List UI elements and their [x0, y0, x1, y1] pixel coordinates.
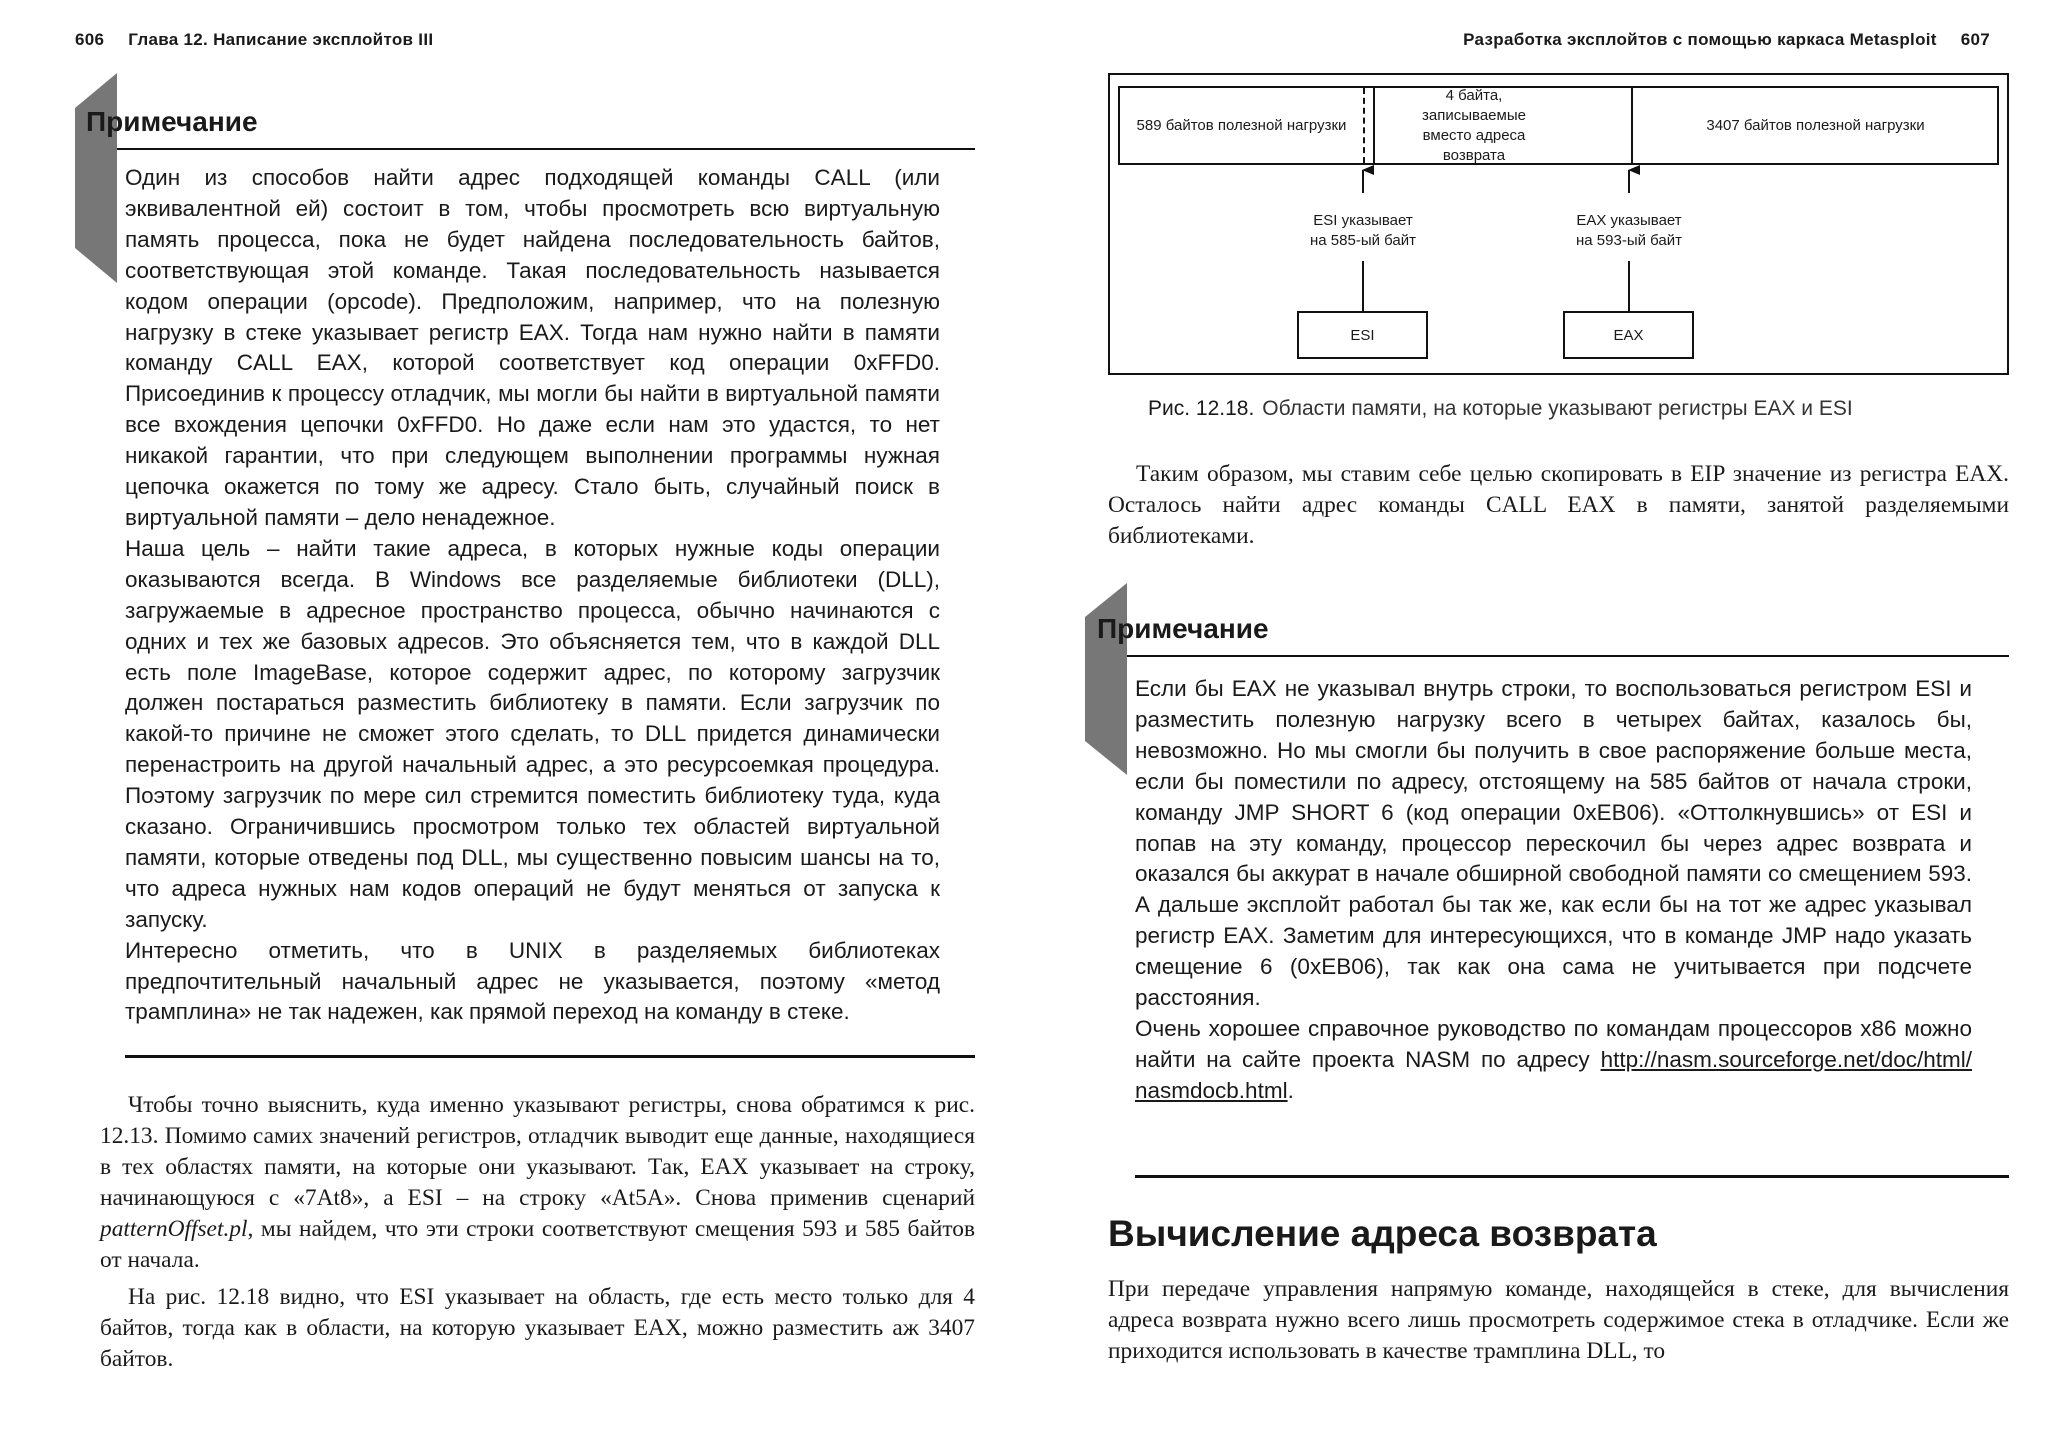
note-tab-left: [75, 73, 117, 283]
note-paragraph: Если бы EAX не указывал внутрь строки, то воспользоваться регистром ESI и разместить полезную нагрузку всего в четырех байтах, казалось бы, невозможно. Но мы смогли бы получить в свое распоряжение больше места, если бы поместили по адресу, отстоящему на 585 байтов от начала строки, команду JMP SHORT 6 (код операции 0xEB06). «Оттолкнувшись» от ESI и попав на эту команду, процессор перескочил бы через адрес возврата и оказался бы аккурат в начале обширной свободной памяти со смещением 593. А дальше эксплойт работал бы так же, как если бы на тот же адрес указывал регистр EAX. Заметим для интересующихся, что в команде JMP надо указать смещение 6 (0xEB06), так как она сама не учитывается при подсчете расстояния.: [1135, 676, 1972, 1011]
eax-register-box: EAX: [1563, 311, 1694, 359]
right-page-number: 607: [1960, 30, 1990, 49]
eax-points-label: EAX указывает на 593-ый байт: [1576, 212, 1682, 249]
segment-589-bytes: 589 байтов полезной нагрузки: [1136, 116, 1347, 134]
note-paragraph: Очень хорошее справочное руководство по командам процессоров x86 можно найти на сайте проекта NASM по адресу http://nasm.sourceforge.net/doc/html/ nasmdocb.html.: [1135, 1015, 1972, 1103]
body-paragraph: На рис. 12.18 видно, что ESI указывает на область, где есть место только для 4 байтов, тогда как в области, на которую указывает EAX, можно разместить аж 3407 байтов.: [100, 1284, 975, 1372]
note-paragraph: Один из способов найти адрес подходящей команды CALL (или эквивалентной ей) состоит в том, чтобы просмотреть всю виртуальную память процесса, пока не будет найдена последовательность байтов, соответствующая этой команде. Такая последовательность называется кодом операции (opcode). Предположим, например, что на полезную нагрузку в стеке указывает регистр EAX. Тогда нам нужно найти в памяти команду CALL EAX, которой соответствует код операции 0xFFD0. Присоединив к процессу отладчик, мы могли бы найти в виртуальной памяти все вхождения цепочки 0xFFD0. Но даже если нам это удастся, то нет никакой гарантии, что при следующем выполнении программы нужная цепочка окажется по тому же адресу. Стало быть, случайный поиск в виртуальной памяти – дело ненадежное.: [125, 165, 940, 530]
note-paragraph: Наша цель – найти такие адреса, в которых нужные коды операции оказываются всегда. В Windows все разделяемые библиотеки (DLL), загружаемые в адресное пространство процесса, обычно начинаются с одних и тех же базовых адресов. Это объясняется тем, что в каждой DLL есть поле ImageBase, которое содержит адрес, по которому загрузчик должен постараться разместить библиотеку в памяти. Если загрузчик по какой-то причине не сможет этого сделать, то DLL придется динамически перенастроить на другой начальный адрес, а это ресурсоемкая процедура. Поэтому загрузчик по мере сил стремится поместить библиотеку туда, куда сказано. Ограничившись просмотром только тех областей виртуальной памяти, которые отведены под DLL, мы существенно повысим шансы на то, что адреса нужных нам кодов операций не будут меняться от запуска к запуску.: [125, 535, 940, 932]
body-paragraph: При передаче управления напрямую команде, находящейся в стеке, для вычисления адреса возврата нужно всего лишь просмотреть содержимое стека в отладчике. Если же приходится использовать в качестве трамплина DLL, то: [1108, 1276, 2009, 1364]
caption-text: Области памяти, на которые указывают регистры EAX и ESI: [1262, 397, 1853, 420]
note-body-left: [125, 163, 940, 1028]
note-title-right: Примечание: [1097, 613, 1269, 644]
left-body-text: [100, 1090, 975, 1375]
caption-number: Рис. 12.18.: [1148, 397, 1255, 420]
nasm-link[interactable]: http://nasm.sourceforge.net/doc/html/ nasmdocb.html: [1135, 1046, 1972, 1103]
right-page: [1024, 0, 2048, 1447]
segment-3407-bytes: 3407 байтов полезной нагрузки: [1706, 116, 1925, 134]
left-page: [0, 0, 1020, 1447]
left-chapter-title: Глава 12. Написание эксплойтов III: [128, 30, 434, 49]
segment-return-address: 4 байта, записываемые вместо адреса возврата: [1422, 86, 1526, 164]
note-title-rule-left: [117, 148, 975, 150]
figure-memory-regions: [1108, 73, 2009, 375]
note-tab-right: [1085, 583, 1127, 775]
body-paragraph: Чтобы точно выяснить, куда именно указывают регистры, снова обратимся к рис. 12.13. Помимо самих значений регистров, отладчик выводит еще данные, находящиеся в тех областях памяти, на которые они указывают. Так, EAX указывает на строку, начинающуюся с «7At8», а ESI – на строку «At5A». Снова применив сценарий patternOffset.pl, мы найдем, что эти строки соответствуют смещения 593 и 585 байтов от начала.: [100, 1092, 975, 1273]
right-running-head: [1463, 30, 1990, 50]
body-paragraph: Таким образом, мы ставим себе целью скопировать в EIP значение из регистра EAX. Осталось найти адрес команды CALL EAX в памяти, занятой разделяемыми библиотеками.: [1108, 461, 2009, 549]
right-section-title: Разработка эксплойтов с помощью каркаса Metasploit: [1463, 30, 1937, 49]
section-heading: Вычисление адреса возврата: [1108, 1213, 1657, 1254]
right-body-text-2: [1108, 1274, 2009, 1367]
note-end-rule-right: [1135, 1175, 2009, 1178]
note-body-right: [1135, 674, 1972, 1107]
esi-register-box: ESI: [1297, 311, 1428, 359]
esi-points-label: ESI указывает на 585-ый байт: [1310, 212, 1416, 249]
figure-caption: [1148, 397, 1853, 421]
note-paragraph: Интересно отметить, что в UNIX в разделяемых библиотеках предпочтительный начальный адрес не указывается, поэтому «метод трамплина» не так надежен, как прямой переход на команду в стеке.: [125, 937, 940, 1025]
left-page-number: 606: [75, 30, 105, 49]
left-running-head: [75, 30, 433, 50]
right-body-text-1: [1108, 459, 2009, 552]
note-title-rule-right: [1127, 655, 2009, 657]
note-end-rule-left: [125, 1055, 975, 1058]
note-title-left: Примечание: [86, 106, 258, 137]
